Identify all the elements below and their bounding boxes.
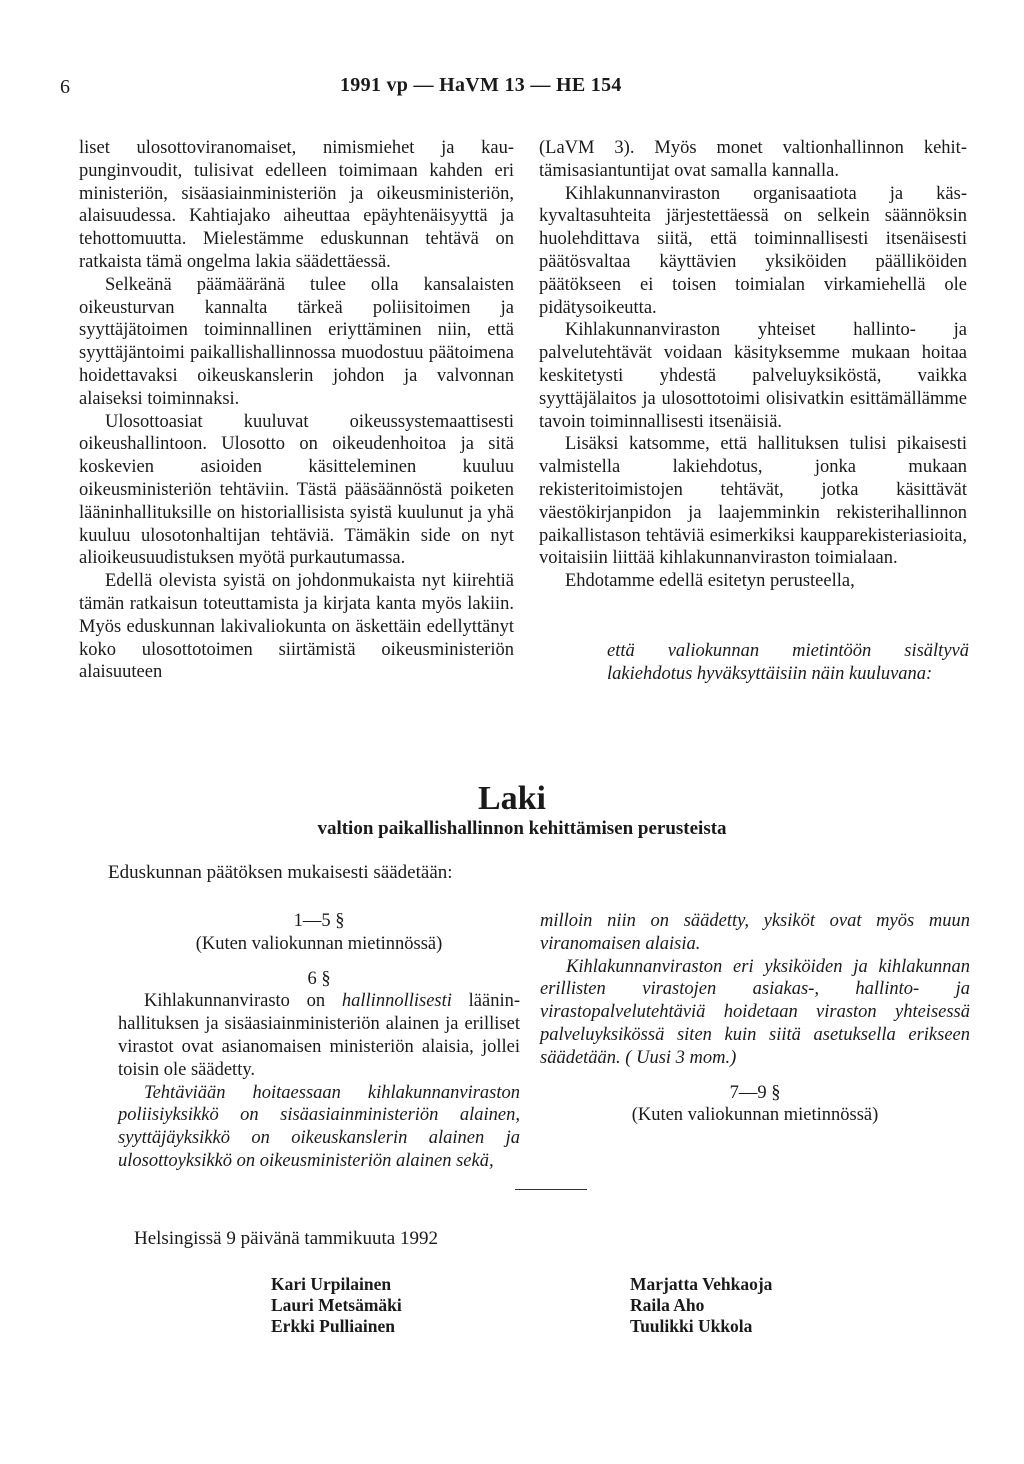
text-span: Kihlakunnanvirasto on	[144, 991, 342, 1012]
signer-name: Kari Urpilainen	[271, 1274, 392, 1294]
law-right-column	[540, 910, 970, 1127]
paragraph: Selkeänä päämääränä tulee olla kansalaisten oikeusturvan kannalta tärkeä poliisitoimen ja syyttäjätoimen toiminnallinen eriyttäminen niin, että syyttäjäntoimi paikallishallinnossa muodostuu päätoimena hoidettavaksi oikeuskanslerin johdon ja valvonnan alaiseksi toiminnaksi.	[79, 274, 514, 409]
italic-amendment: hallinnollisesti	[341, 991, 452, 1012]
section-paragraph-new: Kihlakunnanviraston eri yksiköiden ja kihlakunnan erillisten virastojen asiakas-, hallinto- ja virastopalvelutehtäviä hoidetaan viraston yhteisessä palveluyksikössä siten kuin siitä asetuksella erikseen säädetään. ( Uusi 3 mom.)	[540, 956, 970, 1068]
paragraph: liset ulosottoviranomaiset, nimismiehet ja kaupunginvoudit, tulisivat edelleen toimimaan kahden eri ministeriön, sisäasiainministeriön ja oikeusministeriön, alaisuudessa. Kahtiajako aiheuttaa epäyhtenäisyyttä ja tehottomuutta. Mielestämme eduskunnan tehtävä on ratkaista tämä ongelma lakia säädettäessä.	[79, 138, 514, 272]
paragraph: Ulosottoasiat kuuluvat oikeussystemaattisesti oikeushallintoon. Ulosotto on oikeudenhoitoa ja sitä koskevien asioiden käsitteleminen kuuluu oikeusministeriön tehtäviin. Tästä pääsäännöstä poiketen lääninhallituksille on historiallisista syistä kuulunut ja yhä kuuluu ulosotonhaltijan tehtäviä. Tämäkin side on nyt alioikeusuudistuksen myötä purkautumassa.	[79, 411, 514, 569]
section-paragraph-continued: milloin niin on säädetty, yksiköt ovat myös muun viranomaisen alaisia.	[540, 911, 970, 954]
paragraph: (LaVM 3). Myös monet valtionhallinnon kehittämisasiantuntijat ovat samalla kannalla.	[539, 138, 967, 181]
page-header: 1991 vp — HaVM 13 — HE 154	[340, 74, 622, 96]
paragraph: Ehdotamme edellä esitetyn perusteella,	[565, 571, 855, 592]
paragraph: Edellä olevista syistä on johdonmukaista nyt kiirehtiä tämän ratkaisun toteuttamista ja kirjata kanta myös lakiin. Myös eduskunnan lakivaliokunta on äskettäin edellyttänyt koko ulosottotoimen siirtämistä oikeusministeriön alaisuuteen	[79, 571, 514, 683]
section-heading: 6 §	[307, 968, 331, 989]
section-note: (Kuten valiokunnan mietinnössä)	[195, 933, 443, 954]
law-title: Laki	[477, 780, 547, 817]
section-heading: 1—5 §	[293, 911, 345, 931]
section-note: (Kuten valiokunnan mietinnössä)	[631, 1105, 879, 1126]
signer-name: Lauri Metsämäki	[271, 1295, 402, 1315]
section-heading: 7—9 §	[729, 1082, 781, 1103]
paragraph: Kihlakunnanviraston organisaatiota ja käskyvaltasuhteita järjestettäessä on selkein säännöksin huolehdittava siitä, että toiminnallisesti itsenäisesti päätösvaltaa käyttävien yksiköiden päälliköiden päätökseen ei toisen toimialan virkamiehellä ole pidätysoikeutta.	[539, 183, 967, 318]
signer-name: Erkki Pulliainen	[271, 1316, 395, 1336]
page-number: 6	[60, 76, 70, 98]
committee-proposal: että valiokunnan mietintöön sisältyvä lakiehdotus hyväksyttäisiin näin kuuluvana:	[607, 641, 969, 684]
signer-name: Marjatta Vehkaoja	[630, 1274, 773, 1294]
paragraph: Lisäksi katsomme, että hallituksen tulisi pikaisesti valmistella lakiehdotus, jonka mukaan rekisteritoimistojen tehtävät, jotka käsittävät väestökirjanpidon ja laajemminkin rekisterihallinnon paikallistason tehtäviä esimerkiksi kaupparekisteriasioita, voitaisiin liittää kihlakunnanviraston toimialaan.	[539, 434, 967, 569]
section-paragraph-amended: Tehtäviään hoitaessaan kihlakunnanviraston poliisiyksikkö on sisäasiainministeriön alainen, syyttäjäyksikkö on oikeuskanslerin alainen ja ulosottoyksikkö on oikeusministeriön alainen sekä,	[118, 1082, 520, 1171]
signer-name: Tuulikki Ukkola	[630, 1316, 753, 1336]
signer-name: Raila Aho	[630, 1295, 705, 1315]
right-column	[539, 137, 967, 593]
signers-left	[271, 1274, 402, 1337]
paragraph: Kihlakunnanviraston yhteiset hallinto- ja palvelutehtävät voidaan käsityksemme mukaan hoitaa keskitetysti yhdestä palveluyksiköstä, vaikka syyttäjälaitos ja ulosottotoimi olisivatkin esittämällämme tavoin toiminnallisesti itsenäisiä.	[539, 320, 967, 432]
text-span: lääninhallituksen ja sisäasiainministeriön alainen ja erilliset virastot ovat asianomaisen ministeriön alaisia, jollei toisin ole säädetty.	[118, 991, 521, 1080]
enactment-clause: Eduskunnan päätöksen mukaisesti säädetään:	[108, 862, 453, 883]
section-paragraph	[118, 990, 520, 1081]
law-left-column	[118, 910, 520, 1173]
place-date: Helsingissä 9 päivänä tammikuuta 1992	[134, 1228, 438, 1249]
left-column	[79, 137, 514, 684]
divider	[515, 1189, 587, 1190]
signers-right	[630, 1274, 772, 1337]
law-subtitle: valtion paikallishallinnon kehittämisen perusteista	[317, 818, 727, 839]
